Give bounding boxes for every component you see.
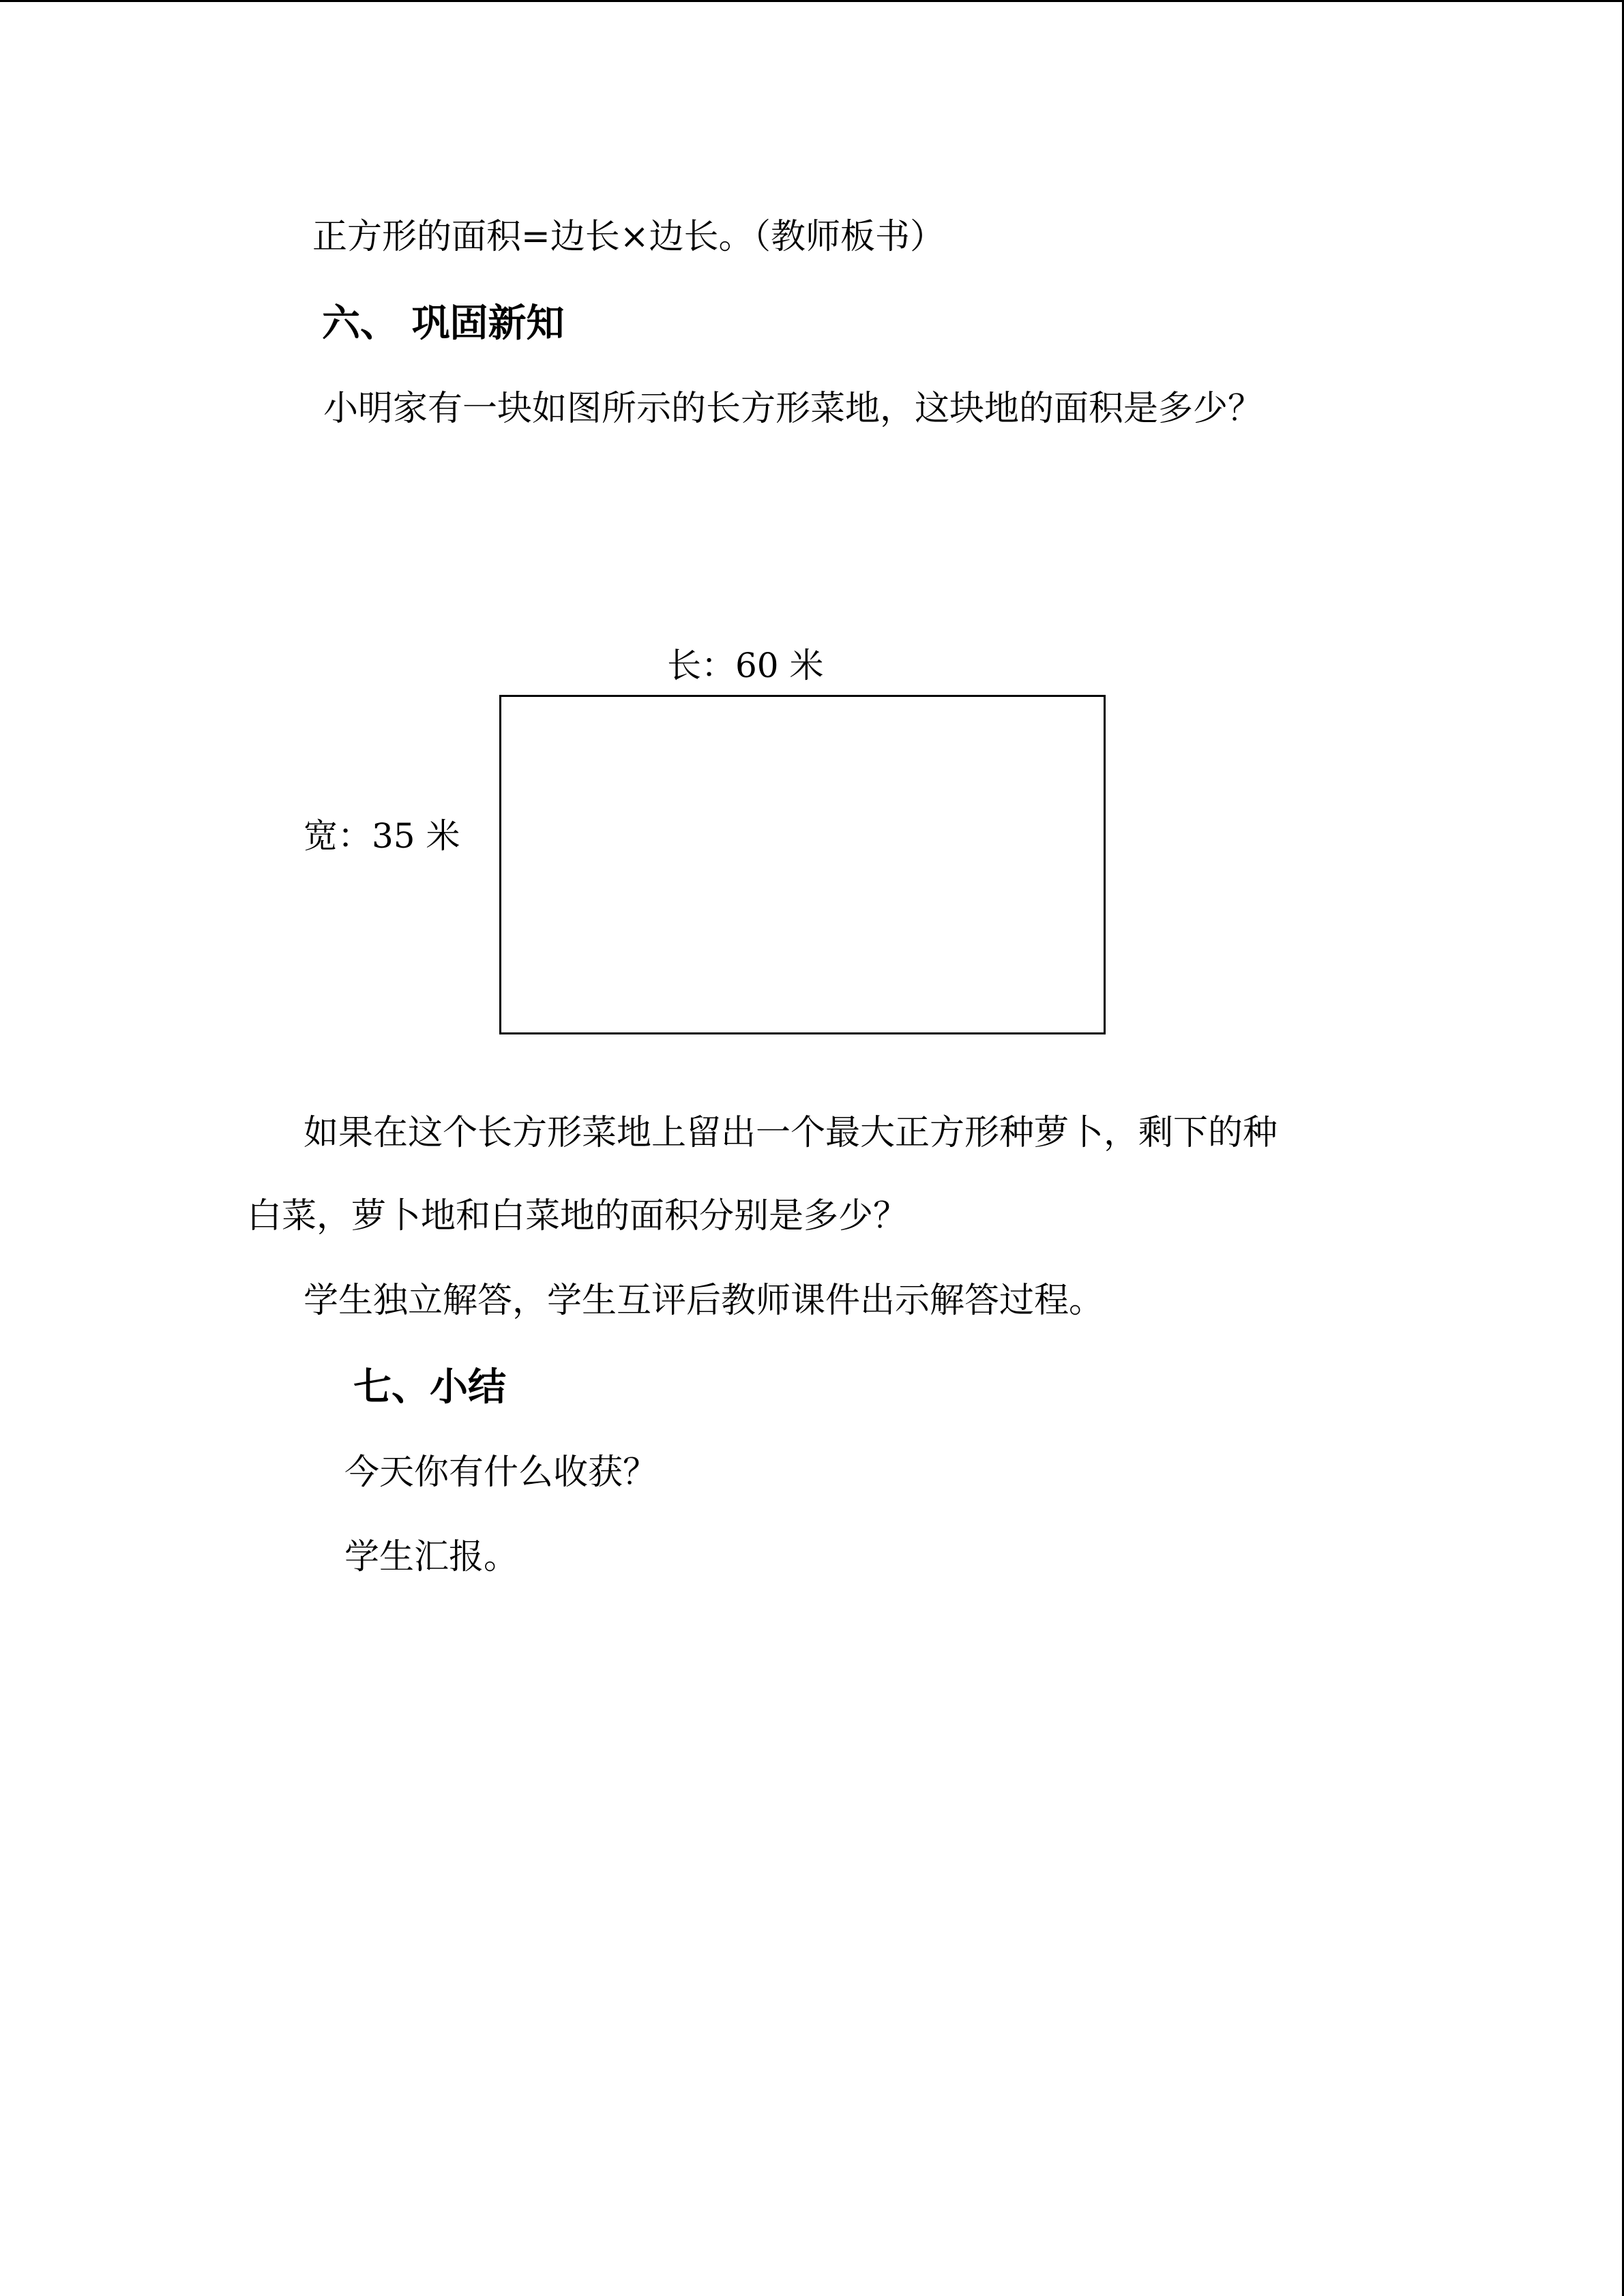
rectangle-diagram (499, 695, 1106, 1034)
width-label: 宽：35 米 (304, 816, 460, 856)
report-line: 学生汇报。 (344, 1537, 519, 1577)
page-top-border (0, 0, 1624, 2)
followup-line-2: 白菜，萝卜地和白菜地的面积分别是多少？ (247, 1196, 909, 1236)
problem-intro: 小明家有一块如图所示的长方形菜地，这块地的面积是多少？ (323, 389, 1263, 429)
activity-line: 学生独立解答，学生互评后教师课件出示解答过程。 (304, 1281, 1104, 1321)
section-six-heading: 六、 巩固新知 (322, 301, 565, 346)
section-seven-heading: 七、小结 (353, 1365, 506, 1410)
followup-line-1: 如果在这个长方形菜地上留出一个最大正方形种萝卜，剩下的种 (304, 1113, 1278, 1153)
length-label: 长：60 米 (667, 646, 824, 685)
question-line: 今天你有什么收获？ (344, 1452, 658, 1493)
formula-line: 正方形的面积=边长×边长。（教师板书） (312, 217, 945, 257)
